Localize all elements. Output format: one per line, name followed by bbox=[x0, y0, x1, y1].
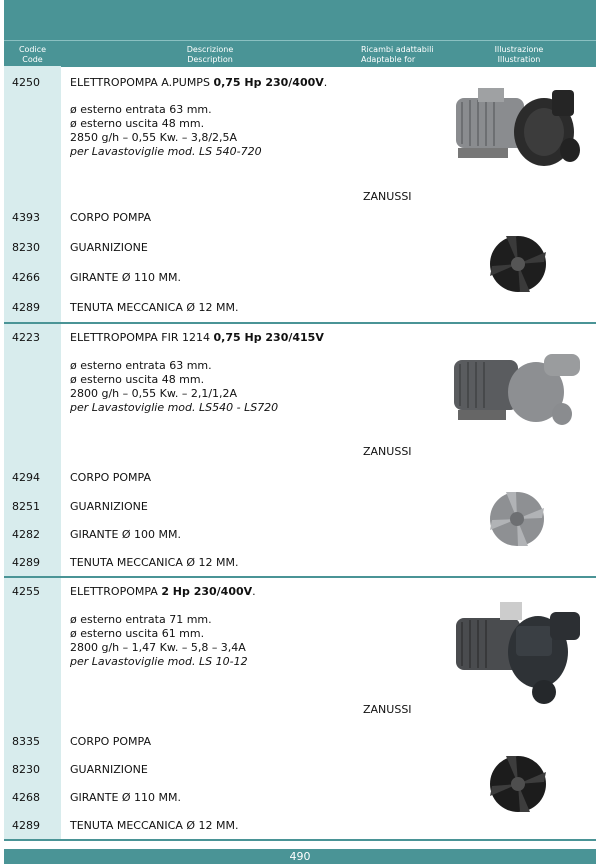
page-footer bbox=[4, 849, 596, 864]
impeller-image bbox=[486, 232, 550, 296]
pump-motor-image bbox=[452, 596, 588, 711]
part-name: GIRANTE Ø 110 MM. bbox=[70, 791, 182, 804]
section-title: ELETTROPOMPA A.PUMPS 0,75 Hp 230/400V. bbox=[70, 76, 328, 89]
part-name: GUARNIZIONE bbox=[70, 241, 148, 254]
part-code: 4266 bbox=[12, 271, 40, 284]
part-code: 4289 bbox=[12, 819, 40, 832]
part-code: 4289 bbox=[12, 556, 40, 569]
spec-inlet: ø esterno entrata 63 mm. bbox=[70, 359, 212, 372]
part-name: CORPO POMPA bbox=[70, 211, 152, 224]
brand-label: ZANUSSI bbox=[363, 190, 412, 203]
part-code: 4294 bbox=[12, 471, 40, 484]
part-name: GUARNIZIONE bbox=[70, 500, 148, 513]
part-code: 4393 bbox=[12, 211, 40, 224]
spec-inlet: ø esterno entrata 71 mm. bbox=[70, 613, 212, 626]
section-divider bbox=[4, 839, 596, 841]
header-adaptable: Ricambi adattabili Adaptable for bbox=[361, 45, 434, 64]
part-code: 8335 bbox=[12, 735, 40, 748]
part-name: TENUTA MECCANICA Ø 12 MM. bbox=[70, 556, 239, 569]
spec-inlet: ø esterno entrata 63 mm. bbox=[70, 103, 212, 116]
section-code: 4223 bbox=[12, 331, 40, 344]
spec-model: per Lavastoviglie mod. LS 10-12 bbox=[70, 655, 248, 668]
part-code: 8251 bbox=[12, 500, 40, 513]
header-illustration: Illustrazione Illustration bbox=[494, 45, 544, 64]
spec-power: 2800 g/h – 1,47 Kw. – 5,8 – 3,4A bbox=[70, 641, 246, 654]
impeller-image bbox=[486, 752, 550, 816]
section-code: 4250 bbox=[12, 76, 40, 89]
spec-model: per Lavastoviglie mod. LS 540-720 bbox=[70, 145, 262, 158]
column-header bbox=[4, 40, 596, 67]
section-title: ELETTROPOMPA FIR 1214 0,75 Hp 230/415V bbox=[70, 331, 324, 344]
spec-outlet: ø esterno uscita 48 mm. bbox=[70, 373, 205, 386]
spec-power: 2800 g/h – 0,55 Kw. – 2,1/1,2A bbox=[70, 387, 238, 400]
spec-power: 2850 g/h – 0,55 Kw. – 3,8/2,5A bbox=[70, 131, 238, 144]
part-code: 4282 bbox=[12, 528, 40, 541]
impeller-image bbox=[486, 488, 548, 550]
part-name: GIRANTE Ø 100 MM. bbox=[70, 528, 182, 541]
page-number: 490 bbox=[289, 850, 311, 863]
header-code: Codice Code bbox=[18, 45, 47, 64]
part-code: 4289 bbox=[12, 301, 40, 314]
part-name: GIRANTE Ø 110 MM. bbox=[70, 271, 182, 284]
part-name: CORPO POMPA bbox=[70, 735, 152, 748]
header-description: Descrizione Description bbox=[186, 45, 234, 64]
part-name: CORPO POMPA bbox=[70, 471, 152, 484]
section-divider bbox=[4, 576, 596, 578]
brand-label: ZANUSSI bbox=[363, 445, 412, 458]
section-title: ELETTROPOMPA 2 Hp 230/400V. bbox=[70, 585, 256, 598]
section-divider bbox=[4, 322, 596, 324]
top-banner bbox=[4, 0, 596, 40]
spec-outlet: ø esterno uscita 48 mm. bbox=[70, 117, 205, 130]
part-code: 4268 bbox=[12, 791, 40, 804]
spec-model: per Lavastoviglie mod. LS540 - LS720 bbox=[70, 401, 279, 414]
brand-label: ZANUSSI bbox=[363, 703, 412, 716]
part-name: GUARNIZIONE bbox=[70, 763, 148, 776]
spec-outlet: ø esterno uscita 61 mm. bbox=[70, 627, 205, 640]
part-code: 8230 bbox=[12, 763, 40, 776]
part-name: TENUTA MECCANICA Ø 12 MM. bbox=[70, 301, 239, 314]
part-name: TENUTA MECCANICA Ø 12 MM. bbox=[70, 819, 239, 832]
code-column bbox=[4, 66, 61, 840]
part-code: 8230 bbox=[12, 241, 40, 254]
section-code: 4255 bbox=[12, 585, 40, 598]
pump-motor-image bbox=[448, 342, 588, 442]
pump-motor-image bbox=[448, 80, 588, 185]
